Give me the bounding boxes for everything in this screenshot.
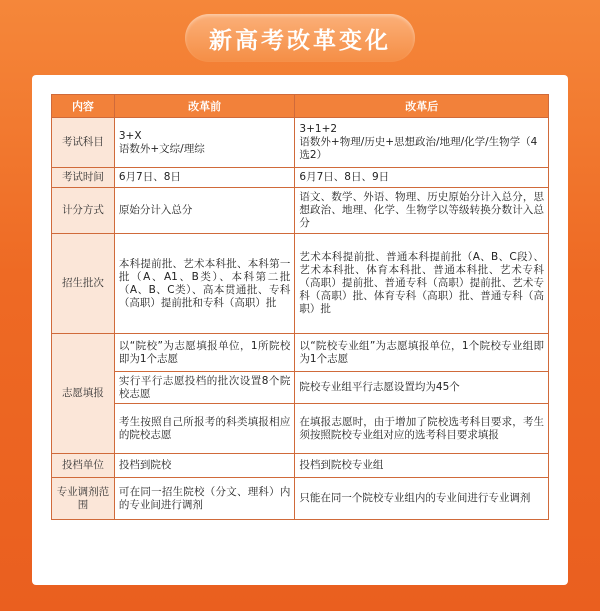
cell-after <box>295 168 549 188</box>
table-row <box>52 404 549 454</box>
cell-text: 原始分计入总分 <box>118 204 193 216</box>
cell-after <box>295 188 549 234</box>
cell-before <box>114 168 295 188</box>
row-label: 投档单位 <box>52 454 115 478</box>
row-label: 专业调剂范围 <box>52 478 115 520</box>
cell-text: 以“院校”为志愿填报单位，1所院校即为1个志愿 <box>118 339 291 365</box>
cell-before <box>114 334 295 372</box>
cell-text: 可在同一招生院校（分文、理科）内的专业间进行调剂 <box>118 485 291 511</box>
table-row <box>52 168 549 188</box>
comparison-table <box>51 94 549 520</box>
cell-text: 本科提前批、艺术本科批、本科第一批（A、A1、B类）、本科第二批（A、B、C类）、高本贯通批、专科（高职）提前批和专科（高职）批 <box>118 257 291 309</box>
cell-after <box>295 454 549 478</box>
table-row <box>52 188 549 234</box>
cell-text: 3+1+2 <box>299 123 338 135</box>
cell-text: 投档到院校专业组 <box>299 459 384 471</box>
cell-after <box>295 478 549 520</box>
row-label: 招生批次 <box>52 234 115 334</box>
cell-text: 以“院校专业组”为志愿填报单位，1个院校专业组即为1个志愿 <box>299 339 544 365</box>
cell-text: 6月7日、8日、9日 <box>299 171 390 183</box>
table-row <box>52 478 549 520</box>
cell-text: 3+X <box>118 129 142 142</box>
cell-before <box>114 234 295 334</box>
table-row <box>52 454 549 478</box>
table-header-row <box>52 95 549 118</box>
cell-text: 实行平行志愿投档的批次设置8个院校志愿 <box>118 374 291 400</box>
cell-text: 语文、数学、外语、物理、历史原始分计入总分，思想政治、地理、化学、生物学以等级转换分数计入总分 <box>299 191 544 229</box>
row-label: 计分方式 <box>52 188 115 234</box>
cell-text: 语数外+文综/理综 <box>118 142 205 155</box>
cell-text: 院校专业组平行志愿设置均为45个 <box>299 381 460 393</box>
table-row <box>52 234 549 334</box>
header-before: 改革前 <box>114 95 295 118</box>
cell-before <box>114 118 295 168</box>
table-row <box>52 334 549 372</box>
header-after: 改革后 <box>295 95 549 118</box>
table-row <box>52 118 549 168</box>
cell-before <box>114 404 295 454</box>
page-title: 新高考改革变化 <box>209 27 391 54</box>
cell-after <box>295 118 549 168</box>
table-row <box>52 372 549 404</box>
cell-text: 6月7日、8日 <box>118 171 181 183</box>
row-label: 考试时间 <box>52 168 115 188</box>
cell-after <box>295 404 549 454</box>
cell-text: 语数外+物理/历史+思想政治/地理/化学/生物学（4选2） <box>299 136 538 161</box>
cell-after <box>295 234 549 334</box>
row-label: 考试科目 <box>52 118 115 168</box>
title-banner <box>185 14 415 62</box>
cell-text: 只能在同一个院校专业组内的专业间进行专业调剂 <box>299 492 531 504</box>
cell-after <box>295 372 549 404</box>
cell-text: 在填报志愿时，由于增加了院校选考科目要求，考生须按照院校专业组对应的选考科目要求填报 <box>299 415 544 441</box>
cell-text: 考生按照自己所报考的科类填报相应的院校志愿 <box>118 415 291 441</box>
cell-after <box>295 334 549 372</box>
header-content: 内容 <box>52 95 115 118</box>
cell-before <box>114 188 295 234</box>
row-label: 志愿填报 <box>52 334 115 454</box>
cell-before <box>114 372 295 404</box>
cell-text: 投档到院校 <box>118 459 172 471</box>
cell-before <box>114 454 295 478</box>
cell-before <box>114 478 295 520</box>
cell-text: 艺术本科提前批、普通本科提前批（A、B、C段）、艺术本科批、体育本科批、普通本科批、艺术专科（高职）提前批、普通专科（高职）提前批、艺术专科（高职）批、体育专科（高职）批、普通专科（高职）批 <box>299 251 544 315</box>
